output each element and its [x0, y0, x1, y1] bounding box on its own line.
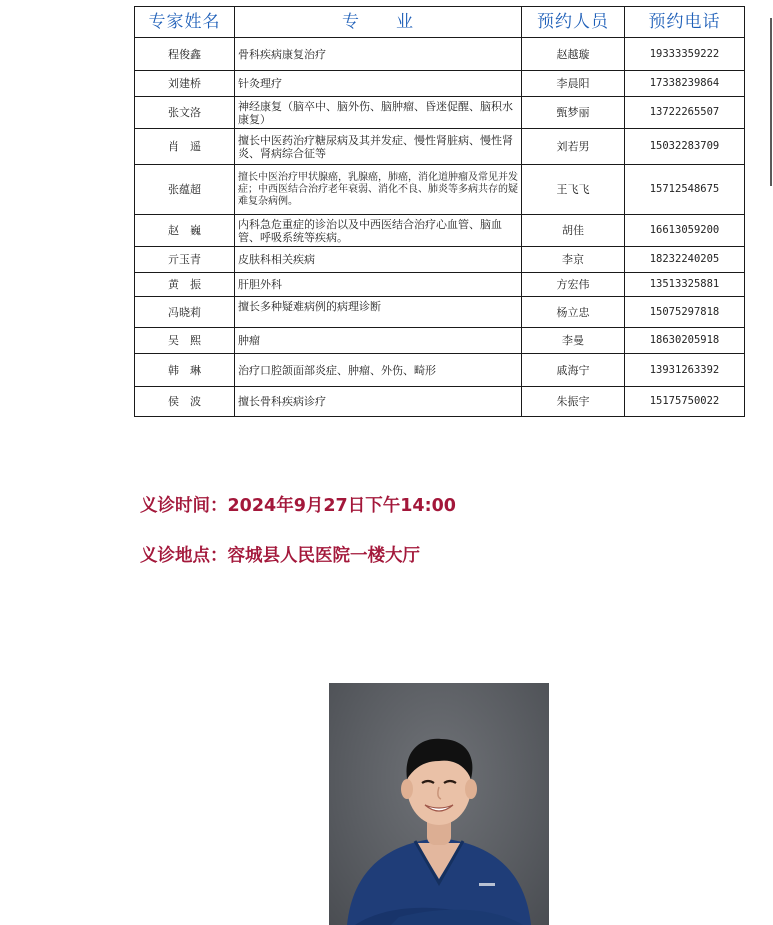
expert-schedule-table — [134, 6, 745, 417]
expert-specialty: 肝胆外科 — [235, 273, 522, 297]
expert-specialty: 内科急危重症的诊治以及中西医结合治疗心血管、脑血管、呼吸系统等疾病。 — [235, 215, 522, 247]
appointment-phone: 18232240205 — [625, 247, 745, 273]
expert-name: 亓玉青 — [135, 247, 235, 273]
expert-specialty: 皮肤科相关疾病 — [235, 247, 522, 273]
doctor-portrait-photo — [329, 683, 549, 925]
appointment-staff: 朱振宇 — [522, 387, 625, 417]
clinic-location: 义诊地点：容城县人民医院一楼大厅 — [140, 546, 420, 566]
expert-name: 程俊鑫 — [135, 38, 235, 71]
table-row — [135, 297, 745, 328]
table-row — [135, 273, 745, 297]
appointment-phone: 15032283709 — [625, 129, 745, 165]
appointment-staff: 李曼 — [522, 328, 625, 354]
table-row — [135, 97, 745, 129]
appointment-staff: 李晨阳 — [522, 71, 625, 97]
appointment-phone: 15075297818 — [625, 297, 745, 328]
expert-specialty: 针灸理疗 — [235, 71, 522, 97]
expert-specialty: 神经康复（脑卒中、脑外伤、脑肿瘤、昏迷促醒、脑积水康复） — [235, 97, 522, 129]
table-row — [135, 354, 745, 387]
appointment-staff: 李京 — [522, 247, 625, 273]
table-header-row — [135, 7, 745, 38]
expert-name: 冯晓莉 — [135, 297, 235, 328]
header-expert-name: 专家姓名 — [135, 7, 235, 38]
table-row — [135, 165, 745, 215]
expert-specialty: 骨科疾病康复治疗 — [235, 38, 522, 71]
expert-name: 黄 振 — [135, 273, 235, 297]
table-row — [135, 328, 745, 354]
appointment-staff: 戚海宁 — [522, 354, 625, 387]
appointment-staff: 刘若男 — [522, 129, 625, 165]
expert-name: 吴 熙 — [135, 328, 235, 354]
expert-name: 韩 琳 — [135, 354, 235, 387]
table-row — [135, 71, 745, 97]
appointment-phone: 15175750022 — [625, 387, 745, 417]
expert-specialty: 擅长中医治疗甲状腺癌，乳腺癌，肺癌，消化道肿瘤及常见并发症；中西医结合治疗老年衰弱、消化不良、肺炎等多病共存的疑难复杂病例。 — [235, 165, 522, 215]
header-specialty: 专 业 — [235, 7, 522, 38]
header-appointment-staff: 预约人员 — [522, 7, 625, 38]
expert-specialty: 擅长多种疑难病例的病理诊断 — [235, 297, 522, 328]
appointment-phone: 19333359222 — [625, 38, 745, 71]
expert-specialty: 肿瘤 — [235, 328, 522, 354]
appointment-phone: 17338239864 — [625, 71, 745, 97]
appointment-phone: 16613059200 — [625, 215, 745, 247]
ear-shape — [401, 779, 413, 799]
expert-name: 张文洛 — [135, 97, 235, 129]
appointment-phone: 13513325881 — [625, 273, 745, 297]
appointment-phone: 13722265507 — [625, 97, 745, 129]
expert-name: 侯 波 — [135, 387, 235, 417]
expert-name: 刘建桥 — [135, 71, 235, 97]
appointment-staff: 王飞飞 — [522, 165, 625, 215]
appointment-staff: 杨立忠 — [522, 297, 625, 328]
expert-specialty: 治疗口腔颌面部炎症、肿瘤、外伤、畸形 — [235, 354, 522, 387]
appointment-phone: 13931263392 — [625, 354, 745, 387]
expert-name: 张蕴超 — [135, 165, 235, 215]
expert-specialty: 擅长中医药治疗糖尿病及其并发症、慢性肾脏病、慢性肾炎、肾病综合征等 — [235, 129, 522, 165]
expert-specialty: 擅长骨科疾病诊疗 — [235, 387, 522, 417]
appointment-phone: 15712548675 — [625, 165, 745, 215]
appointment-staff: 甄梦丽 — [522, 97, 625, 129]
header-appointment-phone: 预约电话 — [625, 7, 745, 38]
expert-name: 肖 遥 — [135, 129, 235, 165]
table-row — [135, 215, 745, 247]
doctor-portrait-illustration — [329, 683, 549, 925]
ear-shape — [465, 779, 477, 799]
appointment-staff: 胡佳 — [522, 215, 625, 247]
table-row — [135, 38, 745, 71]
expert-name: 赵 巍 — [135, 215, 235, 247]
clinic-time: 义诊时间：2024年9月27日下午14:00 — [140, 496, 456, 516]
table-row — [135, 247, 745, 273]
appointment-staff: 方宏伟 — [522, 273, 625, 297]
table-row — [135, 387, 745, 417]
appointment-staff: 赵越璇 — [522, 38, 625, 71]
badge-shape — [479, 883, 495, 886]
appointment-phone: 18630205918 — [625, 328, 745, 354]
table-row — [135, 129, 745, 165]
page-edge-divider — [770, 18, 772, 186]
